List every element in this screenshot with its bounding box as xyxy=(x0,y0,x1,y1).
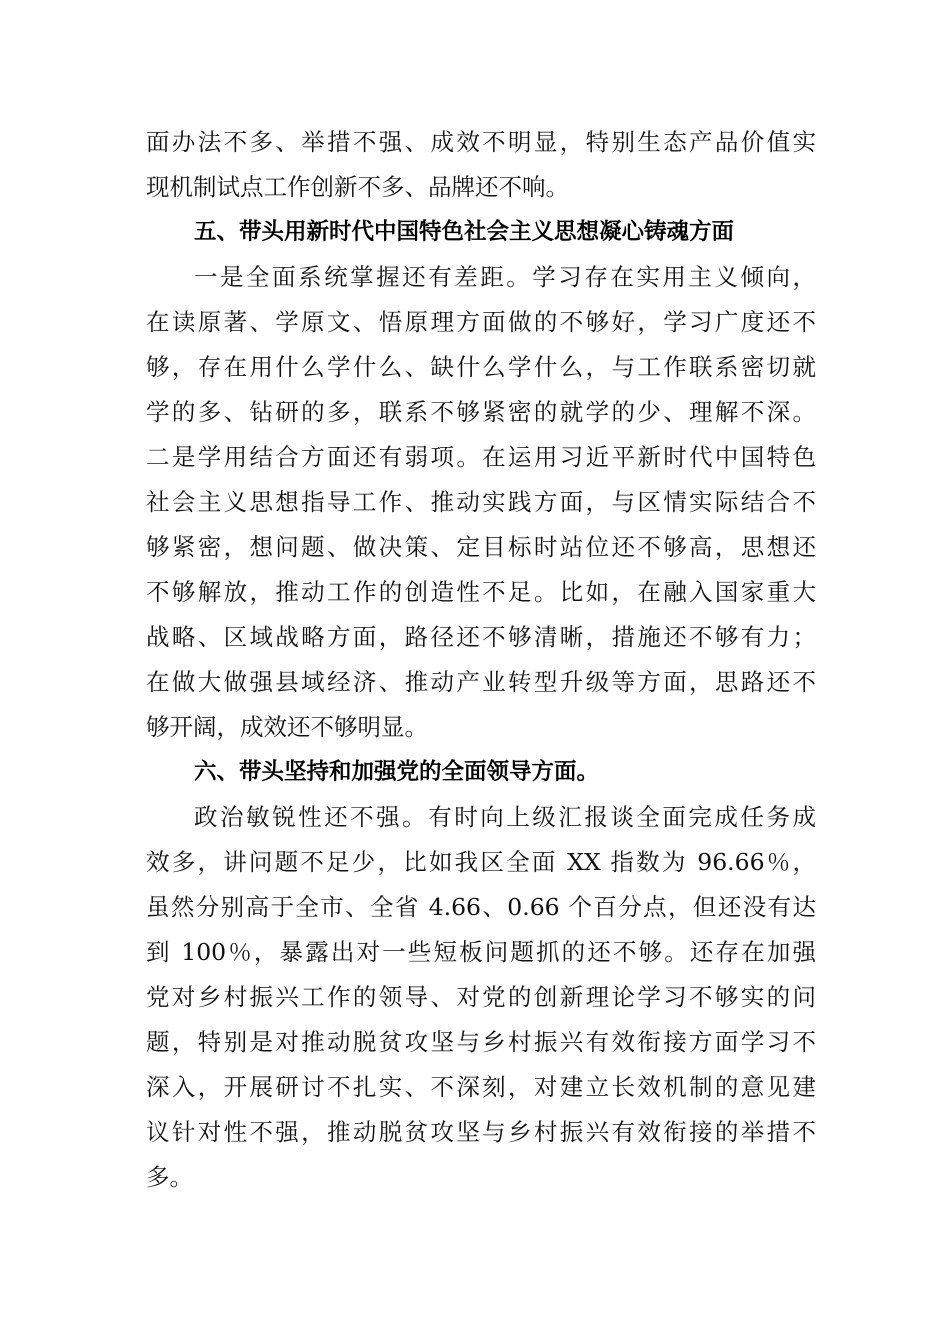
body-text-line: 深入，开展研讨不扎实、不深刻，对建立长效机制的意见建 xyxy=(146,1073,816,1101)
body-text-line: 够紧密，想问题、做决策、定目标时站位还不够高，思想还 xyxy=(146,533,816,561)
body-text-line: 不够解放，推动工作的创造性不足。比如，在融入国家重大 xyxy=(146,578,816,606)
body-text-line: 面办法不多、举措不强、成效不明显，特别生态产品价值实 xyxy=(146,128,816,156)
body-text-line: 效多，讲问题不足少，比如我区全面 XX 指数为 96.66％， xyxy=(146,848,816,876)
body-text-line: 在读原著、学原文、悟原理方面做的不够好，学习广度还不 xyxy=(146,308,816,336)
body-text-line: 政治敏锐性还不强。有时向上级汇报谈全面完成任务成 xyxy=(194,803,816,831)
body-text-line: 够，存在用什么学什么、缺什么学什么，与工作联系密切就 xyxy=(146,353,816,381)
body-text-line: 议针对性不强，推动脱贫攻坚与乡村振兴有效衔接的举措不 xyxy=(146,1118,816,1146)
body-text-line: 社会主义思想指导工作、推动实践方面，与区情实际结合不 xyxy=(146,488,816,516)
body-text-line: 二是学用结合方面还有弱项。在运用习近平新时代中国特色 xyxy=(146,443,816,471)
body-text-line: 党对乡村振兴工作的领导、对党的创新理论学习不够实的问 xyxy=(146,983,816,1011)
body-text-line: 战略、区域战略方面，路径还不够清晰，措施还不够有力； xyxy=(146,623,816,651)
body-text-line: 学的多、钻研的多，联系不够紧密的就学的少、理解不深。 xyxy=(146,398,816,426)
body-text-line: 到 100％，暴露出对一些短板问题抓的还不够。还存在加强 xyxy=(146,938,816,966)
body-text-line: 虽然分别高于全市、全省 4.66、0.66 个百分点，但还没有达 xyxy=(146,893,816,921)
body-text-line: 题，特别是对推动脱贫攻坚与乡村振兴有效衔接方面学习不 xyxy=(146,1028,816,1056)
body-text-line: 在做大做强县域经济、推动产业转型升级等方面，思路还不 xyxy=(146,668,816,696)
body-text-line: 一是全面系统掌握还有差距。学习存在实用主义倾向， xyxy=(194,263,816,291)
body-text-line: 现机制试点工作创新不多、品牌还不响。 xyxy=(146,173,569,201)
section-heading-6: 六、带头坚持和加强党的全面领导方面。 xyxy=(194,759,600,785)
section-heading-5: 五、带头用新时代中国特色社会主义思想凝心铸魂方面 xyxy=(194,219,735,245)
body-text-line: 够开阔，成效还不够明显。 xyxy=(146,713,428,741)
body-text-line: 多。 xyxy=(146,1163,193,1191)
